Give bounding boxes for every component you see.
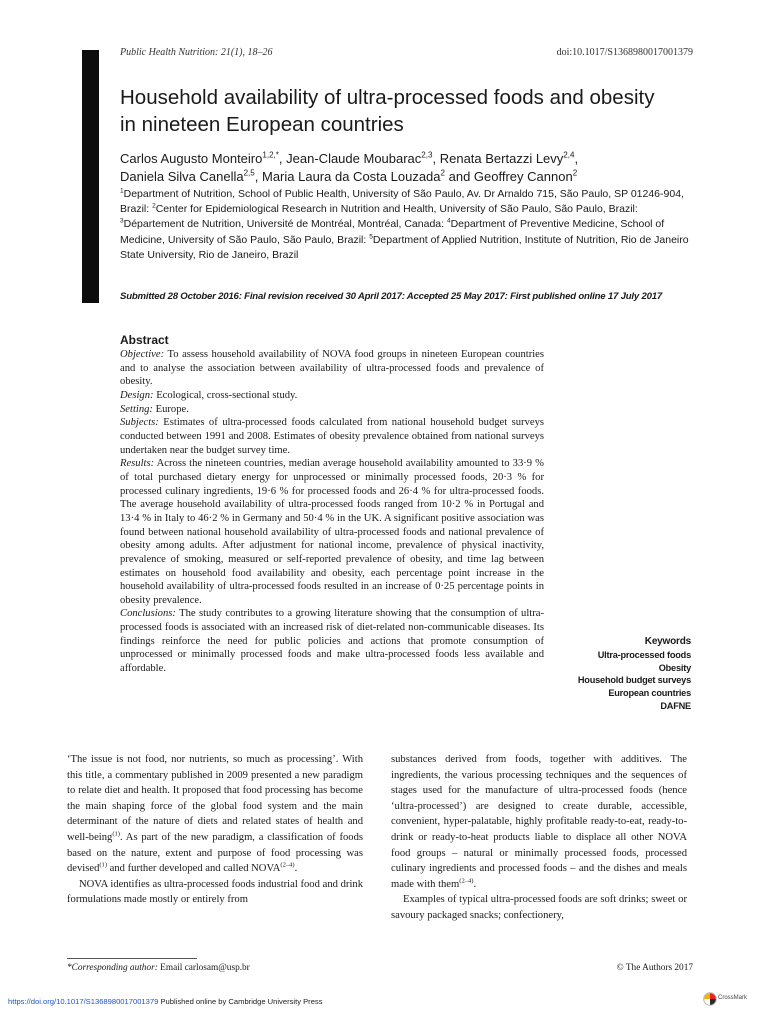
submission-dates: Submitted 28 October 2016: Final revision received 30 April 2017: Accepted 25 May 2017: First published online 17 July 2017 [120, 291, 663, 302]
title-line-1: Household availability of ultra-processed foods and obesity [120, 86, 655, 109]
affiliation: Department of Preventive Medicine, School of Medicine, University of São Paulo, São Paulo, Brazil: [120, 218, 665, 246]
author-affiliation-mark: 2,5 [243, 168, 255, 178]
keywords-heading: Keywords [644, 636, 691, 647]
corresponding-email: Email carlosam@usp.br [157, 963, 250, 973]
author-affiliation-mark: 2,4 [563, 150, 575, 160]
body-paragraph: ‘The issue is not food, nor nutrients, so much as processing’. With this title, a commentary published in 2009 presented a new paradigm to relate diet and health. It proposed that food processing has become the main shaping force of the global food system and the main determinant of the nature of diets and related states of health and well-being$^{(1)}$. As part of the new paradigm, a classification of foods based on the nature, extent and purpose of food processing was devised$^{(1)}$ and further developed and called NOVA$^{(2-4)}$. [67, 754, 363, 875]
affiliation: Center for Epidemiological Research in Nutrition and Health, University of São Paulo, São Paulo, Brazil: [155, 203, 638, 216]
title-line-2: in nineteen European countries [120, 113, 404, 136]
abstract-heading: Abstract [120, 333, 169, 347]
keyword: Household budget surveys [577, 675, 691, 686]
abstract-subjects: Subjects: Estimates of ultra-processed foods calculated from national household budget surveys conducted between 1991 and 2008. Estimates of obesity prevalence obtained from national surveys undertaken near the budget survey time. [120, 417, 544, 456]
author-affiliation-mark: 2 [572, 168, 578, 178]
copyright-notice: © The Authors 2017 [616, 963, 693, 973]
author-name: Renata Bertazzi Levy [439, 151, 564, 166]
author-name: Maria Laura da Costa Louzada [262, 169, 441, 184]
author-name: Carlos Augusto Monteiro [120, 151, 263, 166]
doi-link[interactable]: https://doi.org/10.1017/S1368980017001379 [8, 997, 159, 1006]
journal-reference: Public Health Nutrition: 21(1), 18–26 [120, 47, 273, 58]
keywords-box [578, 636, 691, 713]
abstract-design: Design: Ecological, cross-sectional study. [120, 389, 298, 401]
footnote-rule [67, 958, 197, 959]
abstract-setting: Setting: Europe. [120, 403, 189, 415]
abstract-objective: Objective: To assess household availability of NOVA food groups in nineteen European countries and to analyse the association between availability of ultra-processed foods and prevalence of obesity. [120, 349, 544, 388]
author-list: Carlos Augusto Monteiro$^{1,2,*}$, Jean-Claude Moubarac$^{2,3}$, Renata Bertazzi Levy$^{2,4}$, Daniela Silva Canella$^{2,5}$, Maria Laura da Costa Louzada$^2$ and Geoffrey Cannon$^2$ [120, 150, 579, 184]
citation: (2–4) [459, 877, 474, 885]
affiliation: Department of Applied Nutrition, Institute of Nutrition, Rio de Janeiro State University, Rio de Janeiro, Brazil [120, 233, 689, 261]
keyword: DAFNE [660, 700, 691, 711]
keyword: Obesity [658, 662, 691, 673]
author-affiliation-mark: 2 [440, 168, 445, 178]
author-name: Daniela Silva Canella [120, 169, 244, 184]
citation: (1) [99, 861, 108, 869]
citation: (2–4) [280, 861, 295, 869]
body-paragraph: substances derived from foods, together with additives. The ingredients, the various processing techniques and the sequences of stages used for the manufacture of ultra-processed foods (hence ‘ultra-processed’) are designed to create durable, accessible, convenient, hyper-palatable, highly profitable ready-to-eat, ready-to-drink or ready-to-heat products liable to displace all other NOVA food groups – natural or minimally processed foods, processed culinary ingredients and processed foods – and the dishes and meals made with them$^{(2-4)}$. [391, 754, 687, 890]
body-column-right [391, 752, 687, 924]
citation: (1) [112, 830, 120, 838]
affiliation: Department of Nutrition, School of Public Health, University of São Paulo, Av. Dr Arnaldo 715, São Paulo, SP 01246-904, Brazil: [120, 188, 684, 216]
author-name: Geoffrey Cannon [473, 169, 573, 184]
body-column-left [67, 752, 363, 908]
crossmark-icon [703, 992, 717, 1006]
left-margin-bar [82, 50, 99, 303]
author-affiliation-mark: 1,2,* [262, 150, 279, 160]
body-paragraph: NOVA identifies as ultra-processed foods industrial food and drink formulations made mostly or entirely from [67, 878, 363, 906]
abstract-conclusions: Conclusions: The study contributes to a growing literature showing that the consumption of ultra-processed foods is associated with an increased risk of diet-related non-communicable diseases. Its findings reinforce the need for public policies and actions that promote consumption of unprocessed or minimally processed foods and make ultra-processed foods less available and affordable. [120, 608, 544, 675]
keyword: European countries [608, 688, 691, 699]
affiliations: $^1$Department of Nutrition, School of Public Health, University of São Paulo, Av. Dr Arnaldo 715, São Paulo, SP 01246-904, Brazil: $^2$Center for Epidemiological Research in Nutrition and Health, University of São Paulo, São Paulo, Brazil: $^3$Département de Nutrition, Université de Montréal, Montréal, Canada: $^4$Department of Preventive Medicine, School of Medicine, University of São Paulo, São Paulo, Brazil: $^5$Department of Applied Nutrition, Institute of Nutrition, Rio de Janeiro State University, Rio de Janeiro, Brazil [120, 187, 689, 261]
footer-source: https://doi.org/10.1017/S1368980017001379 Published online by Cambridge University Press [8, 997, 323, 1006]
abstract-results: Results: Across the nineteen countries, median average household availability amounted to 33·9 % of total purchased dietary energy for unprocessed or minimally processed foods, 20·3 % for processed culinary ingredients, 19·6 % for processed foods and 26·4 % for ultra-processed foods. The average household availability of ultra-processed foods ranged from 10·2 % in Portugal and 13·4 % in Italy to 46·2 % in Germany and 50·4 % in the UK. A significant positive association was found between national household availability of ultra-processed foods and national prevalence of obesity among adults. After adjustment for national income, prevalence of physical inactivity, prevalence of smoking, measured or self-reported prevalence of obesity, and time lag between estimates on household food availability and obesity, each percentage point increase in the household availability of ultra-processed foods resulted in an increase of 0·25 percentage points in obesity prevalence. [120, 458, 544, 606]
author-affiliation-mark: 2,3 [421, 150, 433, 160]
corresponding-author-note: *Corresponding author: Email carlosam@usp.br [67, 963, 250, 973]
crossmark-label: CrossMark [718, 995, 748, 1001]
keyword: Ultra-processed foods [597, 649, 691, 660]
author-name: Jean-Claude Moubarac [286, 151, 422, 166]
affiliation: Département de Nutrition, Université de Montréal, Montréal, Canada: [123, 218, 447, 231]
doi-reference: doi:10.1017/S1368980017001379 [556, 47, 693, 58]
crossmark-badge[interactable] [703, 992, 755, 1008]
body-paragraph: Examples of typical ultra-processed foods are soft drinks; sweet or savoury packaged snacks; confectionery, [391, 894, 687, 921]
article-title [120, 84, 680, 138]
abstract-body [120, 348, 544, 676]
